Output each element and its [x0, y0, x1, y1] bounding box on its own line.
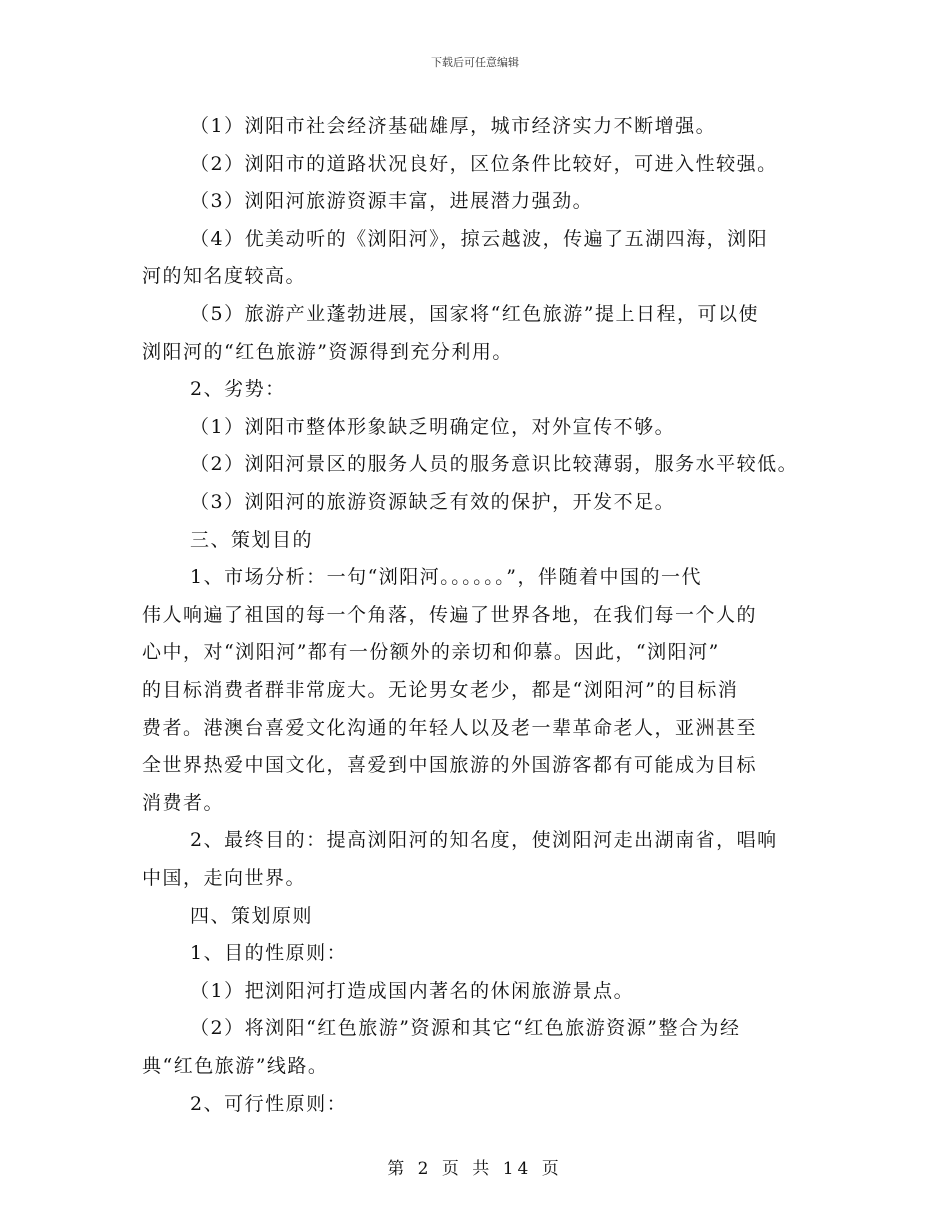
text-line: 河的知名度较高。 — [142, 265, 307, 288]
text-line: 全世界热爱中国文化，喜爱到中国旅游的外国游客都有可能成为目标 — [142, 754, 758, 777]
text-line: 的目标消费者群非常庞大。无论男女老少，都是“浏阳河”的目标消 — [142, 679, 739, 701]
text-line: （3）浏阳河的旅游资源缺乏有效的保护，开发不足。 — [190, 491, 676, 513]
text-line: 1、市场分析：一句“浏阳河。。。。。。”，伴随着中国的一代 — [190, 566, 703, 589]
text-line: 1、目的性原则： — [190, 942, 348, 965]
text-line: （2）将浏阳“红色旅游”资源和其它“红色旅游资源”整合为经 — [190, 1017, 741, 1040]
text-line: 三、策划目的 — [190, 528, 314, 551]
text-line: 费者。港澳台喜爱文化沟通的年轻人以及老一辈革命老人，亚洲甚至 — [142, 716, 758, 739]
text-line: 消费者。 — [142, 791, 225, 814]
text-line: 2、最终目的：提高浏阳河的知名度，使浏阳河走出湖南省，唱响 — [190, 829, 778, 852]
text-line: 心中，对“浏阳河”都有一份额外的亲切和仰慕。因此，“浏阳河” — [142, 641, 720, 664]
text-line: 中国，走向世界。 — [142, 867, 307, 889]
text-line: （4）优美动听的《浏阳河》，掠云越波，传遍了五湖四海，浏阳 — [190, 227, 769, 250]
text-line: 2、可行性原则： — [190, 1092, 348, 1115]
page-header: 下载后可任意编辑 — [431, 56, 519, 69]
text-line: （2）浏阳河景区的服务人员的服务意识比较薄弱，服务水平较低。 — [190, 453, 799, 476]
page-footer: 第 2 页 共 14 页 — [387, 1159, 563, 1179]
text-line: 浏阳河的“红色旅游”资源得到充分利用。 — [142, 340, 513, 363]
text-line: 典“红色旅游”线路。 — [142, 1055, 329, 1077]
text-line: 伟人响遍了祖国的每一个角落，传遍了世界各地，在我们每一个人的 — [142, 603, 758, 626]
text-line: （1）浏阳市整体形象缺乏明确定位，对外宣传不够。 — [190, 415, 676, 438]
text-line: （3）浏阳河旅游资源丰富，进展潜力强劲。 — [190, 190, 594, 213]
text-line: （1）浏阳市社会经济基础雄厚，城市经济实力不断增强。 — [190, 115, 717, 137]
text-line: （5）旅游产业蓬勃进展，国家将“红色旅游”提上日程，可以使 — [190, 303, 760, 325]
text-line: 2、劣势： — [190, 378, 286, 401]
text-line: （1）把浏阳河打造成国内著名的休闲旅游景点。 — [190, 979, 635, 1002]
text-line: （2）浏阳市的道路状况良好，区位条件比较好，可进入性较强。 — [190, 152, 778, 175]
text-line: 四、策划原则 — [190, 904, 314, 927]
